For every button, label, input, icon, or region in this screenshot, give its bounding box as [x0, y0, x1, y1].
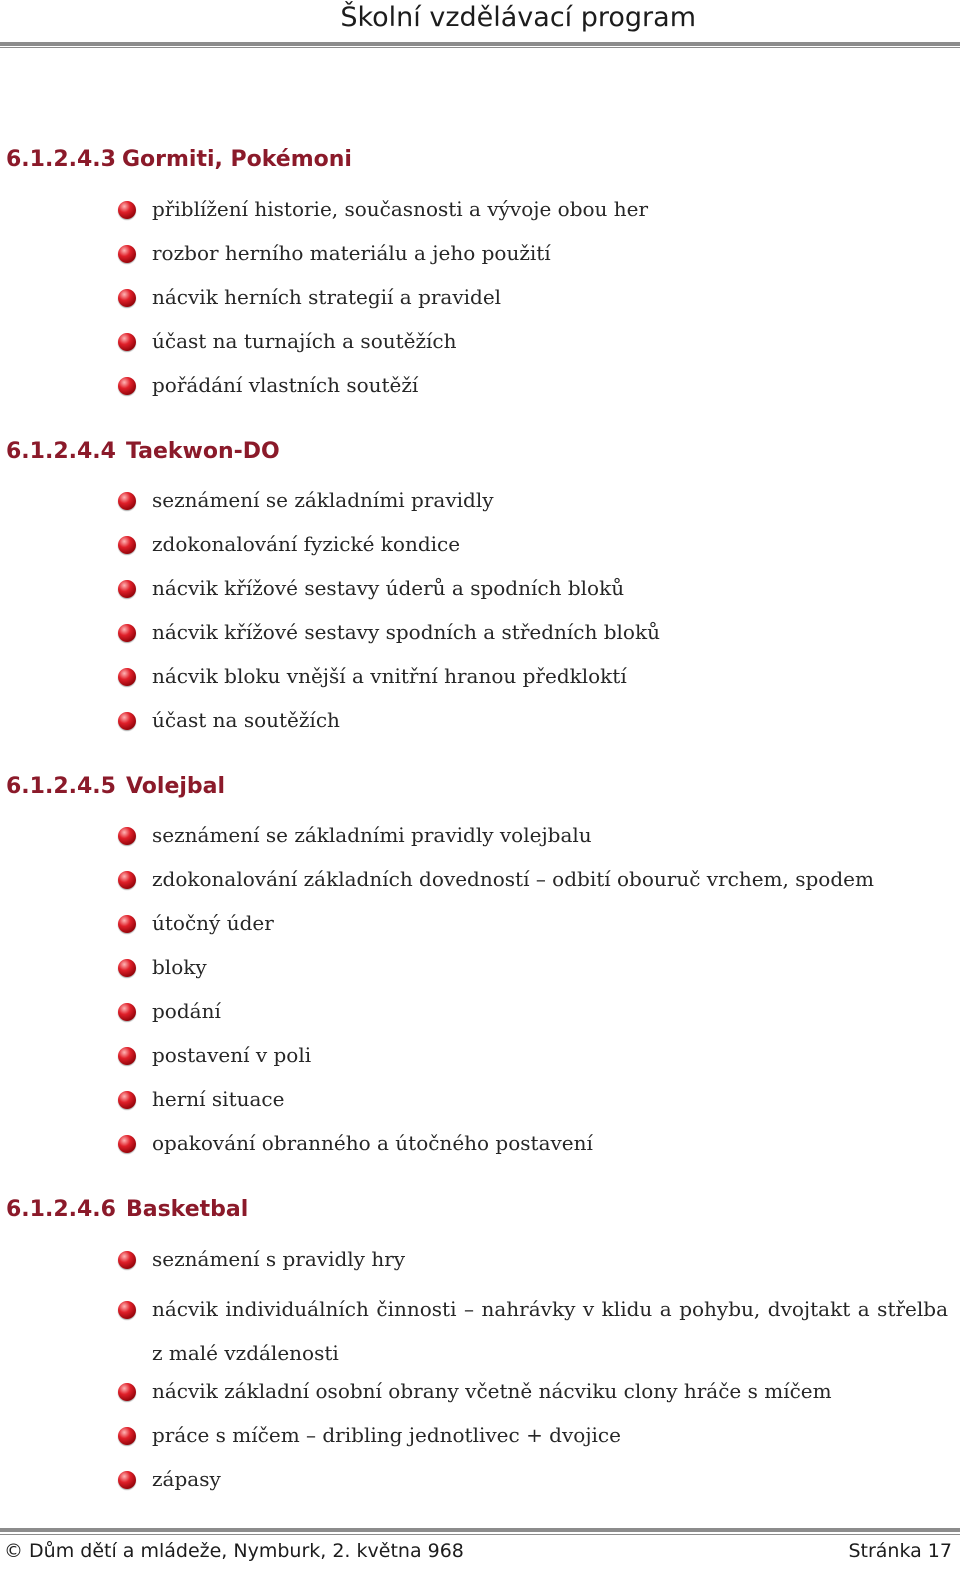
page-header-title: Školní vzdělávací program	[340, 2, 696, 33]
list-item-text: nácvik bloku vnější a vnitřní hranou předkloktí	[152, 664, 627, 688]
list-item	[118, 1419, 948, 1463]
list-item-text: bloky	[152, 955, 207, 979]
red-ball-bullet-icon	[118, 1047, 136, 1065]
list-item	[118, 1463, 948, 1507]
list-item	[118, 1375, 948, 1419]
list-item	[118, 1127, 874, 1171]
red-ball-bullet-icon	[118, 1091, 136, 1109]
red-ball-bullet-icon	[118, 1003, 136, 1021]
section-number: 6.1.2.4.6	[6, 1197, 116, 1222]
list-item	[118, 907, 874, 951]
red-ball-bullet-icon	[118, 1383, 136, 1401]
list-item-text: nácvik základní osobní obrany včetně nácviku clony hráče s míčem	[152, 1379, 832, 1403]
list-item-text: seznámení s pravidly hry	[152, 1247, 406, 1271]
red-ball-bullet-icon	[118, 536, 136, 554]
header-divider	[0, 42, 960, 46]
red-ball-bullet-icon	[118, 1251, 136, 1269]
red-ball-bullet-icon	[118, 1301, 136, 1319]
list-item-text: nácvik herních strategií a pravidel	[152, 285, 502, 309]
list-item	[118, 572, 660, 616]
red-ball-bullet-icon	[118, 377, 136, 395]
red-ball-bullet-icon	[118, 915, 136, 933]
list-item	[118, 237, 648, 281]
red-ball-bullet-icon	[118, 871, 136, 889]
footer-divider	[0, 1528, 960, 1532]
bullet-list	[118, 1243, 948, 1507]
red-ball-bullet-icon	[118, 333, 136, 351]
list-item-text: zápasy	[152, 1467, 221, 1491]
list-item-text: pořádání vlastních soutěží	[152, 373, 419, 397]
list-item	[118, 484, 660, 528]
list-item-text: podání	[152, 999, 221, 1023]
red-ball-bullet-icon	[118, 959, 136, 977]
red-ball-bullet-icon	[118, 624, 136, 642]
list-item	[118, 660, 660, 704]
list-item-text: útočný úder	[152, 911, 274, 935]
red-ball-bullet-icon	[118, 827, 136, 845]
list-item	[118, 704, 660, 748]
red-ball-bullet-icon	[118, 1135, 136, 1153]
footer-divider-thin	[0, 1534, 960, 1535]
list-item	[118, 325, 648, 369]
bullet-list	[118, 819, 874, 1171]
list-item	[118, 528, 660, 572]
list-item-text: přiblížení historie, současnosti a vývoje obou her	[152, 197, 649, 221]
list-item	[118, 1083, 874, 1127]
section-number: 6.1.2.4.4	[6, 439, 116, 464]
section-heading	[6, 774, 225, 799]
list-item-text: účast na soutěžích	[152, 708, 340, 732]
red-ball-bullet-icon	[118, 1471, 136, 1489]
list-item-text: nácvik individuálních činnosti – nahrávky v klidu a pohybu, dvojtakt a střelba z malé vzdálenosti	[152, 1297, 948, 1365]
list-item-text: zdokonalování základních dovedností – odbití obouruč vrchem, spodem	[152, 867, 874, 891]
footer-copyright: © Dům dětí a mládeže, Nymburk, 2. května 968	[4, 1540, 464, 1562]
list-item	[118, 819, 874, 863]
section-title: Volejbal	[125, 774, 226, 799]
bullet-list	[118, 484, 660, 748]
list-item	[118, 1287, 948, 1375]
list-item	[118, 863, 874, 907]
list-item-text: účast na turnajích a soutěžích	[152, 329, 457, 353]
list-item-text: opakování obranného a útočného postavení	[152, 1131, 593, 1155]
footer-page-number: Stránka 17	[848, 1540, 952, 1562]
red-ball-bullet-icon	[118, 492, 136, 510]
section-heading	[6, 439, 280, 464]
section-title: Taekwon-DO	[125, 439, 280, 464]
section-title: Basketbal	[125, 1197, 249, 1222]
red-ball-bullet-icon	[118, 1427, 136, 1445]
list-item	[118, 1243, 948, 1287]
red-ball-bullet-icon	[118, 580, 136, 598]
section-heading	[6, 1197, 248, 1222]
list-item-text: nácvik křížové sestavy úderů a spodních bloků	[152, 576, 625, 600]
section-number: 6.1.2.4.3	[6, 147, 116, 172]
list-item	[118, 995, 874, 1039]
list-item-text: postavení v poli	[152, 1043, 312, 1067]
list-item-text: seznámení se základními pravidly volejbalu	[152, 823, 592, 847]
list-item	[118, 616, 660, 660]
list-item-text: herní situace	[152, 1087, 285, 1111]
list-item-text: rozbor herního materiálu a jeho použití	[152, 241, 551, 265]
list-item	[118, 369, 648, 413]
section-heading	[6, 147, 352, 172]
list-item	[118, 193, 648, 237]
list-item	[118, 951, 874, 995]
list-item-text: nácvik křížové sestavy spodních a středních bloků	[152, 620, 660, 644]
section-number: 6.1.2.4.5	[6, 774, 116, 799]
list-item	[118, 281, 648, 325]
red-ball-bullet-icon	[118, 712, 136, 730]
header-divider-thin	[0, 47, 960, 48]
list-item-text: seznámení se základními pravidly	[152, 488, 494, 512]
red-ball-bullet-icon	[118, 201, 136, 219]
section-title: Gormiti, Pokémoni	[121, 147, 352, 172]
list-item-text: zdokonalování fyzické kondice	[152, 532, 461, 556]
red-ball-bullet-icon	[118, 245, 136, 263]
bullet-list	[118, 193, 648, 413]
red-ball-bullet-icon	[118, 289, 136, 307]
list-item	[118, 1039, 874, 1083]
list-item-text: práce s míčem – dribling jednotlivec + dvojice	[152, 1423, 621, 1447]
red-ball-bullet-icon	[118, 668, 136, 686]
